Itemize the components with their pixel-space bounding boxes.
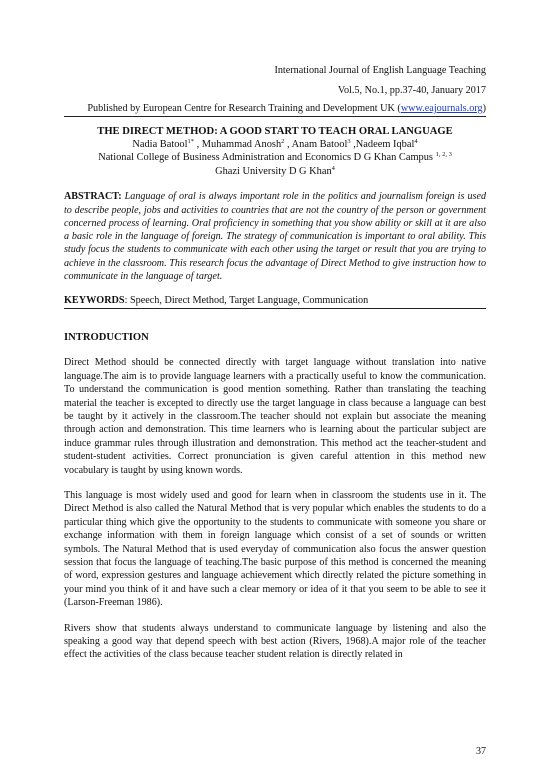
author-1: Nadia Batool — [132, 139, 188, 150]
affiliation-2 — [64, 165, 486, 178]
intro-paragraph-2: This language is most widely used and good for learn when in classroom the students use in it. The Direct Method is also called the Natural Method that is very popular which enables the students to do a particular thing which give the opportunity to the students to communicate with someone you share or exchange information with them in foreign language which consist of a set of sounds or written symbols. The Natural Method that is used everyday of communication also focus the answer question session that focus the language of teaching.The basic purpose of this method is concerned the meaning of word, expression gestures and language achievement which directly related the picture something in your mind you think of it and have such a clear memory or idea of it that you seem to be able to see it (Larson-Freeman 1986). — [64, 489, 486, 609]
intro-paragraph-1: Direct Method should be connected directly with target language without translation into native language.The aim is to provide language learners with a practically useful to know the communication. To understand the communication is good mention something. Rather than translating the teaching material the teacher is excepted to directly use the target language in class because a language can best be taught by it actively in the classroom.The teacher should not explain but associate the meaning through action and demonstration. This time learners who is learning about the particular subject are induce grammar rules through illustration and demonstration. This method act the teacher-student and student-student activities. Correct pronunciation is given careful attention in this method new vocabulary is taught by using known words. — [64, 357, 486, 476]
journal-website-link[interactable]: www.eajournals.org — [400, 103, 483, 114]
affiliation-1-sup: 1, 2, 3 — [435, 151, 452, 159]
affiliation-1-text: National College of Business Administration and Economics D G Khan Campus — [98, 152, 436, 164]
affiliation-1 — [64, 151, 486, 164]
journal-name: International Journal of English Language Teaching — [274, 65, 486, 76]
keywords — [64, 294, 486, 309]
author-4: ,Nadeem Iqbal — [350, 139, 415, 150]
author-list — [64, 138, 486, 151]
abstract-label: ABSTRACT: — [64, 191, 122, 203]
author-2-sup: 2 — [281, 138, 285, 145]
affiliation-2-text: Ghazi University D G Khan — [215, 165, 332, 177]
author-3: , Anam Batool — [284, 139, 348, 150]
paper-title: THE DIRECT METHOD: A GOOD START TO TEACH ORAL LANGUAGE — [97, 126, 453, 137]
author-4-sup: 4 — [414, 138, 418, 145]
abstract-text: Language of oral is always important role in the politics and journalism foreign is used to describe people, jobs and activities to countries that are not the country of the person or government concerned process of learning. Oral proficiency in something that you show ability or skill at it are also a basic role in the language of foreign. The strategy of communication is important to oral ability. This study focus the students to communicate with each other using the target or result that you are trying to achieve in the classroom. This research focus the advantage of Direct Method to give instruction how to communicate in the language of target. — [64, 191, 486, 282]
page-number: 37 — [476, 746, 486, 757]
affiliation-2-sup: 4 — [331, 164, 335, 172]
publisher-line — [64, 102, 486, 117]
keywords-label: KEYWORDS — [64, 295, 125, 307]
intro-paragraph-3: Rivers show that students always understand to communicate language by listening and also the speaking a good way that depend speech with best action (Rivers, 1968).A major role of the teacher effect the activities of the class because teacher student relation is directly related in — [64, 622, 486, 661]
journal-volume: Vol.5, No.1, pp.37-40, January 2017 — [337, 85, 486, 96]
publisher-suffix: ) — [482, 103, 486, 114]
author-2: , Muhammad Anosh — [194, 139, 282, 150]
author-3-sup: 3 — [347, 138, 351, 145]
publisher-prefix: Published by European Centre for Research Training and Development UK ( — [87, 103, 401, 114]
author-1-sup: 1* — [187, 138, 194, 145]
abstract — [64, 190, 486, 283]
introduction-heading: INTRODUCTION — [64, 332, 149, 344]
keywords-text: : Speech, Direct Method, Target Language, Communication — [124, 295, 369, 307]
